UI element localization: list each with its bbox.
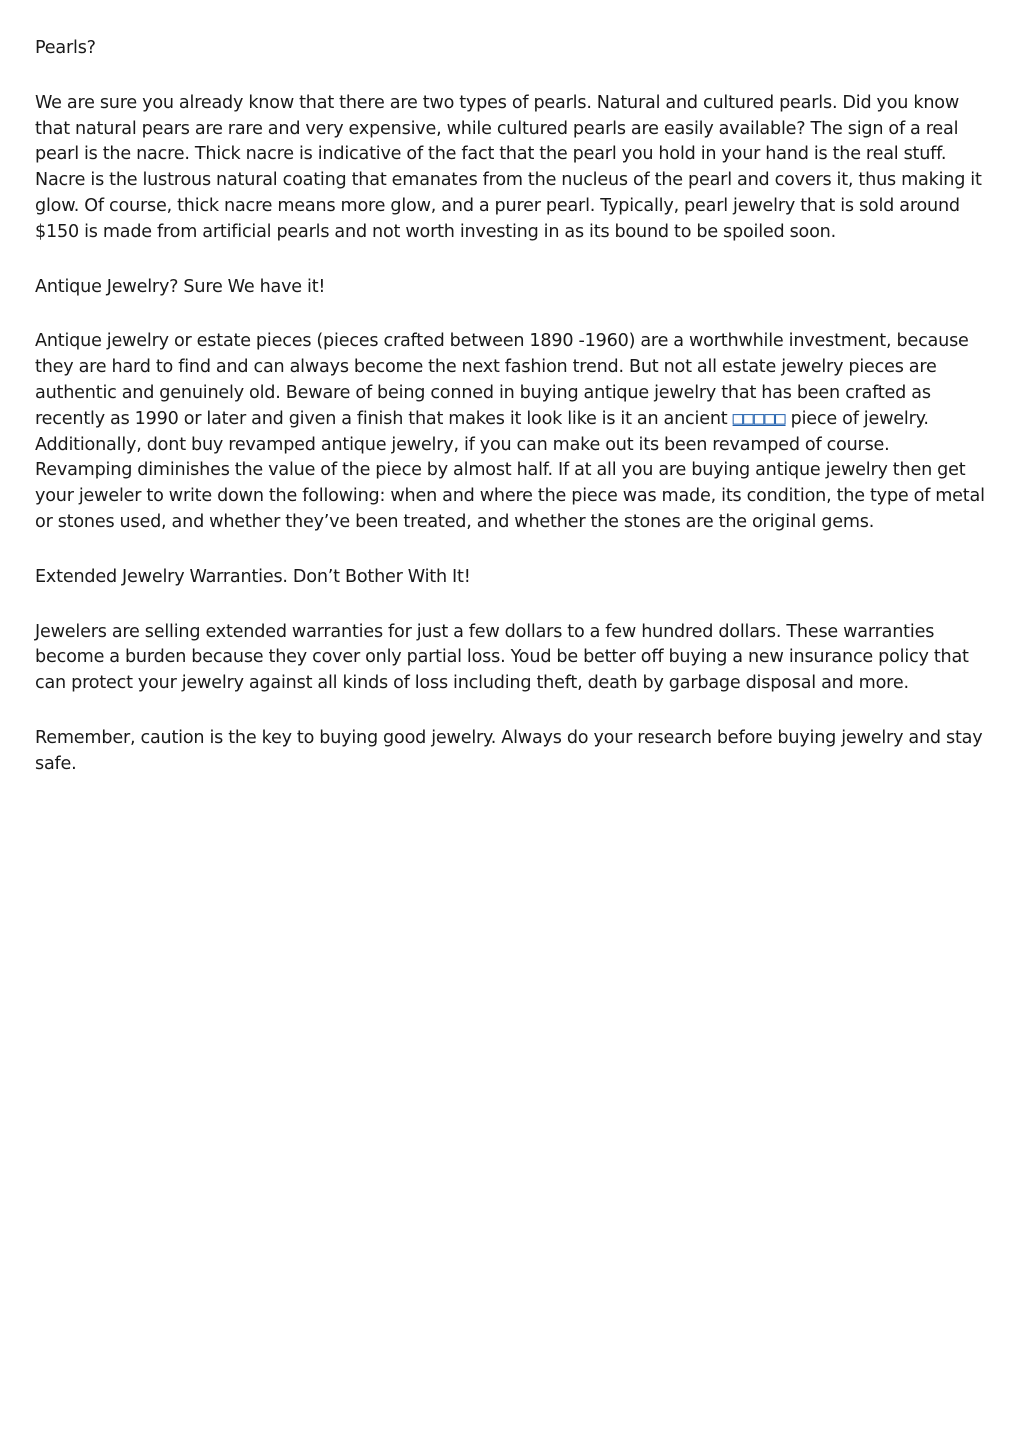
paragraph-pearls: We are sure you already know that there are two types of pearls. Natural and cultured pearls. Did you know that natural pears are rare and very expensive, while cultured pearls are easily available? The sign of a real pearl is the nacre. Thick nacre is indicative of the fact that the pearl you hold in your hand is the real stuff. Nacre is the lustrous natural coating that emanates from the nucleus of the pearl and covers it, thus making it glow. Of course, thick nacre means more glow, and a purer pearl. Typically, pearl jewelry that is sold around $150 is made from artificial pearls and not worth investing in as its bound to be spoiled soon. (35, 92, 982, 242)
inline-link[interactable]: □□□□□ (732, 408, 786, 429)
heading-antique-jewelry: Antique Jewelry? Sure We have it! (35, 276, 326, 297)
paragraph-closing: Remember, caution is the key to buying good jewelry. Always do your research before buying jewelry and stay safe. (35, 727, 983, 774)
paragraph-antique-jewelry (35, 329, 990, 535)
document-body (35, 36, 990, 807)
paragraph-extended-warranties: Jewelers are selling extended warranties for just a few dollars to a few hundred dollars. These warranties become a burden because they cover only partial loss. Youd be better off buying a new insurance policy that can protect your jewelry against all kinds of loss including theft, death by garbage disposal and more. (35, 621, 969, 694)
heading-pearls: Pearls? (35, 38, 96, 58)
heading-extended-warranties: Extended Jewelry Warranties. Don’t Bother With It! (35, 566, 471, 587)
paragraph-antique-text-after-link: piece of jewelry. Additionally, dont buy revamped antique jewelry, if you can make out its been revamped of course. Revamping diminishes the value of the piece by almost half. If at all you are buying antique jewelry then get your jeweler to write down the following: when and where the piece was made, its condition, the type of metal or stones used, and whether they’ve been treated, and whether the stones are the original gems. (35, 408, 985, 532)
paragraph-antique-text-before-link: Antique jewelry or estate pieces (pieces crafted between 1890 -1960) are a worthwhile investment, because they are hard to find and can always become the next fashion trend. But not all estate jewelry pieces are authentic and genuinely old. Beware of being conned in buying antique jewelry that has been crafted as recently as 1990 or later and given a finish that makes it look like is it an ancient (35, 331, 969, 429)
